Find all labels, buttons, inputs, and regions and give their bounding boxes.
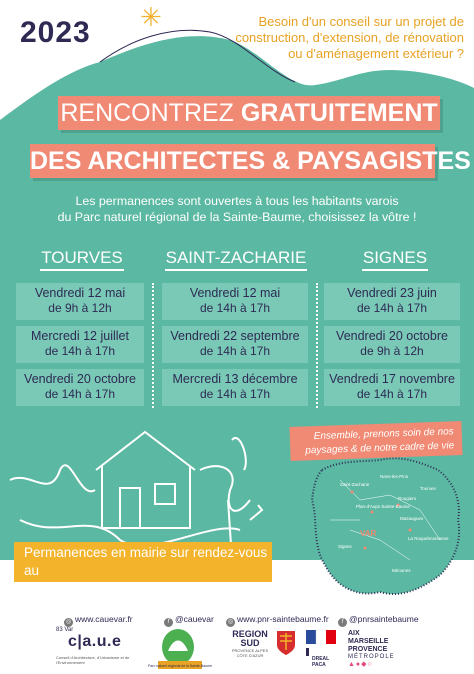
footer-link-caue-site[interactable]	[64, 614, 133, 627]
column-separator	[152, 283, 154, 408]
slot-date: Vendredi 20 octobre	[336, 329, 448, 343]
amp-line-1: AIX	[348, 630, 360, 637]
region-sub: PROVENCE ALPES CÔTE D'AZUR	[231, 648, 269, 658]
slot-date: Vendredi 23 juin	[347, 286, 437, 300]
callout-line-1: Ensemble, prenons soin de nos	[313, 426, 454, 443]
caue-small-text: 83 Var	[56, 627, 74, 633]
slot-hours: de 9h à 12h	[360, 344, 424, 358]
slot-date: Vendredi 12 mai	[189, 286, 281, 300]
park-map	[312, 458, 459, 594]
slot-hours: de 14h à 17h	[356, 301, 428, 315]
subtitle-line-1: Les permanences sont ouvertes à tous les habitants varois	[75, 194, 399, 208]
link-text: www.pnr-saintebaume.fr	[237, 614, 329, 624]
globe-icon: ◎	[227, 619, 234, 625]
caue-big-text: c|a.u.e	[68, 633, 122, 650]
map-label-mazaugues: Mazaugues	[400, 516, 424, 521]
slot-date: Vendredi 22 septembre	[170, 329, 300, 343]
region-name-2: SUD	[240, 638, 260, 648]
slot-date: Vendredi 20 octobre	[24, 372, 136, 386]
column-title-tourves: TOURVES	[40, 248, 124, 271]
banner-regular-text: RENCONTREZ	[60, 99, 234, 127]
pnr-sainte-baume-logo	[147, 627, 213, 669]
slot-hours: de 14h à 17h	[44, 387, 116, 401]
banner-architectes-text: DES ARCHITECTES & PAYSAGISTES	[30, 147, 471, 175]
slot-date: Vendredi 17 novembre	[329, 372, 455, 386]
amp-line-2: MARSEILLE	[348, 638, 389, 645]
globe-icon: ◎	[65, 619, 72, 625]
link-text: www.cauevar.fr	[75, 614, 133, 624]
pnr-text: Parc naturel régional de la Sainte-Baume	[147, 664, 213, 668]
dreal-paca-logo	[302, 628, 342, 668]
footer-links	[56, 614, 466, 628]
intro-line-2: construction, d'extension, de rénovation	[235, 30, 464, 45]
slot-hours: de 14h à 17h	[199, 344, 271, 358]
date-slot	[16, 283, 144, 320]
slot-hours: de 14h à 17h	[356, 387, 428, 401]
slot-date: Mercredi 12 juillet	[31, 329, 129, 343]
callout-ensemble	[289, 421, 462, 461]
date-slot	[16, 369, 144, 406]
banner-bold-text: GRATUITEMENT	[240, 99, 438, 127]
map-label-signes: Signes	[338, 544, 352, 549]
amp-shapes-icon: ▲●◆○	[348, 661, 373, 668]
map-label-plan-d-aups: Plan-d'Aups Sainte-Baume	[356, 504, 410, 509]
column-title-saint-zacharie: SAINT-ZACHARIE	[165, 248, 307, 271]
dreal-text: DREAL PACA	[312, 656, 330, 668]
slot-hours: de 14h à 17h	[199, 387, 271, 401]
intro-line-3: ou d'aménagement extérieur ?	[288, 46, 464, 61]
slot-date: Vendredi 12 mai	[34, 286, 126, 300]
banner-architectes	[30, 144, 471, 178]
phone-number[interactable]: 04 94 22 65 75	[82, 581, 180, 596]
asterisk-decoration-icon: ✳	[140, 2, 162, 32]
map-label-roquebrussanne: La Roquebrussanne	[408, 536, 449, 541]
map-label-rougiers: Rougiers	[398, 496, 417, 501]
map-label-var: VAR	[360, 529, 377, 538]
year-title: 2023	[20, 16, 91, 49]
link-text: @cauevar	[175, 614, 214, 624]
date-slot	[324, 369, 460, 406]
aix-marseille-metropole-logo	[348, 630, 412, 666]
footer-link-caue-facebook[interactable]	[164, 614, 214, 627]
column-separator	[316, 283, 318, 408]
pnr-emblem-icon	[147, 627, 213, 669]
facebook-icon: f	[164, 618, 173, 627]
date-slot	[324, 326, 460, 363]
amp-line-4: MÉTROPOLE	[348, 654, 395, 660]
link-text: @pnrsaintebaume	[349, 614, 419, 624]
footer-link-pnr-facebook[interactable]	[338, 614, 419, 627]
caue-mini-text: Conseil d'Architecture, d'Urbanisme et de l'Environnement	[56, 655, 130, 665]
var-department-crest-icon	[276, 630, 296, 656]
caue-logo	[56, 627, 136, 667]
slot-hours: de 9h à 12h	[48, 301, 112, 315]
map-label-meounes: Méounes	[392, 568, 411, 573]
date-slot	[162, 369, 308, 406]
appointment-text: Permanences en mairie sur rendez-vous au	[24, 545, 268, 578]
region-sud-logo	[228, 630, 272, 666]
subtitle	[20, 193, 454, 225]
date-slot	[162, 326, 308, 363]
french-republic-emblem-icon	[302, 628, 342, 656]
callout-line-2: paysages & de notre cadre de vie	[305, 440, 455, 457]
region-name-1: REGION	[232, 629, 268, 639]
intro-question	[174, 14, 464, 62]
footer-link-pnr-site[interactable]	[226, 614, 329, 627]
column-title-signes: SIGNES	[362, 248, 428, 271]
banner-rencontrez	[58, 96, 440, 130]
amp-line-3: PROVENCE	[348, 646, 388, 653]
slot-hours: de 14h à 17h	[44, 344, 116, 358]
map-label-tourves: Tourves	[420, 486, 436, 491]
appointment-banner	[14, 542, 272, 596]
facebook-icon: f	[338, 618, 347, 627]
intro-line-1: Besoin d'un conseil sur un projet de	[258, 14, 464, 29]
slot-hours: de 14h à 17h	[199, 301, 271, 315]
map-label-nans: Nans-les-Pins	[380, 474, 409, 479]
subtitle-line-2: du Parc naturel régional de la Sainte-Baume, choisissez la vôtre !	[57, 210, 417, 224]
date-slot	[16, 326, 144, 363]
date-slot	[162, 283, 308, 320]
date-slot	[324, 283, 460, 320]
slot-date: Mercredi 13 décembre	[172, 372, 298, 386]
map-label-saint-zacharie: Saint-Zacharie	[340, 482, 370, 487]
